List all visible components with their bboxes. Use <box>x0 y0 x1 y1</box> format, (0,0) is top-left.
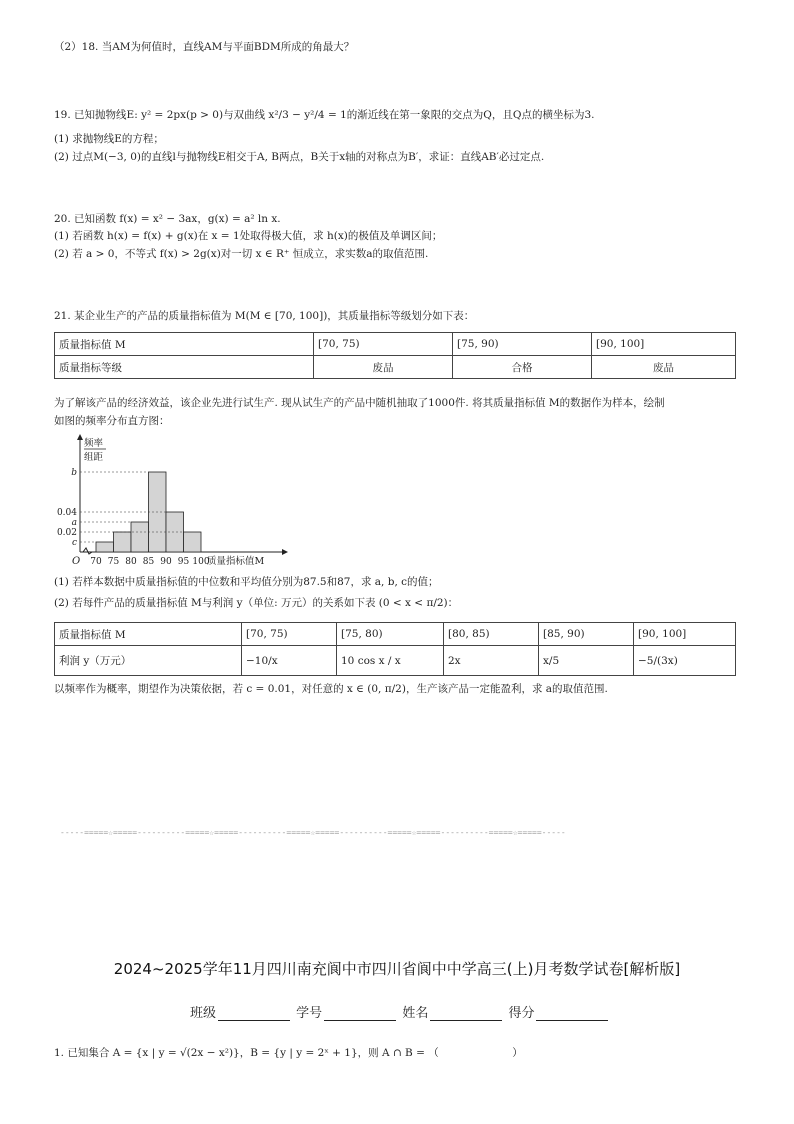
table-cell: [70, 75) <box>242 623 337 646</box>
x-tick-label: 80 <box>125 557 137 567</box>
q18-text: （2）18. 当AM为何值时，直线AM与平面BDM所成的角最大？ <box>54 41 355 53</box>
x-tick-label: 85 <box>142 557 155 567</box>
y-axis-label-top: 频率 <box>84 438 104 449</box>
table-cell: 2x <box>444 646 539 676</box>
profit-table <box>54 622 736 676</box>
histogram-bar <box>184 532 202 552</box>
table-cell: 利润 y（万元） <box>55 646 242 676</box>
x-axis-label: 质量指标值M <box>207 556 265 567</box>
histogram-bar <box>114 532 132 552</box>
table-cell: [90, 100] <box>634 623 736 646</box>
q21-stem: 21. 某企业生产的产品的质量指标值为 M(M ∈ [70, 100])，其质量指标等级划分如下表： <box>54 310 475 322</box>
y-axis-arrow <box>77 434 83 440</box>
table-cell: 10 cos x / x <box>337 646 444 676</box>
table-cell: [85, 90) <box>539 623 634 646</box>
table-cell: 合格 <box>453 356 592 379</box>
q21-part2 <box>54 596 458 610</box>
table-cell: −10/x <box>242 646 337 676</box>
y-tick-label: c <box>71 538 77 548</box>
q21-para2: 如图的频率分布直方图： <box>54 415 170 427</box>
q1-text: 1. 已知集合 A = {x | y = √(2x − x²)}，B = {y | y = 2ˣ + 1}，则 A ∩ B = （ ） <box>54 1047 523 1059</box>
x-tick-label: 95 <box>177 557 190 567</box>
histogram-bar <box>96 542 114 552</box>
table-cell: x/5 <box>539 646 634 676</box>
table-cell: 废品 <box>314 356 453 379</box>
axis-break <box>83 548 92 554</box>
histogram-bar <box>131 522 149 552</box>
class-label: 班级 <box>190 1006 217 1021</box>
table-cell: [90, 100] <box>592 333 736 356</box>
name-label: 姓名 <box>402 1006 429 1021</box>
y-tick-label: 0.04 <box>56 508 77 518</box>
table-cell: 质量指标等级 <box>55 356 314 379</box>
x-tick-label: 75 <box>107 557 120 567</box>
q19-part2: (2) 过点M(−3, 0)的直线l与抛物线E相交于A, B两点，B关于x轴的对称点为B′，求证：直线AB′必过定点. <box>54 151 545 163</box>
frequency-histogram <box>50 432 300 572</box>
name-blank[interactable] <box>430 1008 502 1021</box>
table-cell: 质量指标值 M <box>55 623 242 646</box>
table-cell: [75, 80) <box>337 623 444 646</box>
grade-table <box>54 332 736 379</box>
q21-last: 以频率作为概率，期望作为决策依据，若 c = 0.01，对任意的 x ∈ (0, π/2)，生产该产品一定能盈利，求 a的取值范围. <box>54 683 608 695</box>
x-axis-arrow <box>282 549 288 555</box>
q19-stem: 19. 已知抛物线E: y² = 2px(p > 0)与双曲线 x²/3 − y²/4 = 1的渐近线在第一象限的交点为Q，且Q点的横坐标为3. <box>54 109 595 121</box>
y-axis-label-bottom: 组距 <box>84 452 104 463</box>
table-cell: [80, 85) <box>444 623 539 646</box>
table-row <box>55 356 736 379</box>
class-blank[interactable] <box>218 1008 290 1021</box>
table-cell: 质量指标值 M <box>55 333 314 356</box>
q20-stem: 20. 已知函数 f(x) = x² − 3ax，g(x) = a² ln x. <box>54 213 281 225</box>
q20-part2: (2) 若 a > 0，不等式 f(x) > 2g(x)对一切 x ∈ R⁺ 恒成立，求实数a的取值范围. <box>54 248 429 260</box>
table-cell: −5/(3x) <box>634 646 736 676</box>
y-tick-label: 0.02 <box>56 528 77 538</box>
table-cell: [75, 90) <box>453 333 592 356</box>
table-cell: 废品 <box>592 356 736 379</box>
q21-para1: 为了解该产品的经济效益，该企业先进行试生产. 现从试生产的产品中随机抽取了1000件. 将其质量指标值 M的数据作为样本，绘制 <box>54 397 665 409</box>
page-title: 2024~2025学年11月四川南充阆中市四川省阆中中学高三(上)月考数学试卷[解析版] <box>113 960 681 978</box>
q21-part2-text: (2) 若每件产品的质量指标值 M与利润 y（单位: 万元）的关系如下表 <box>54 597 376 609</box>
origin-label: O <box>72 556 81 567</box>
section-divider: -----=====☆=====----------=====☆=====----------=====☆=====----------=====☆=====----------=====☆=====----- <box>60 828 566 837</box>
q20-part1: (1) 若函数 h(x) = f(x) + g(x)在 x = 1处取得极大值，求 h(x)的极值及单调区间； <box>54 230 443 242</box>
table-row <box>55 333 736 356</box>
x-tick-label: 100 <box>192 557 210 567</box>
table-cell: [70, 75) <box>314 333 453 356</box>
table-row <box>55 646 736 676</box>
score-blank[interactable] <box>536 1008 608 1021</box>
q19-part1: (1) 求抛物线E的方程； <box>54 133 164 145</box>
x-tick-label: 90 <box>160 557 172 567</box>
score-label: 得分 <box>508 1006 535 1021</box>
x-tick-label: 70 <box>90 557 102 567</box>
student-info-fields <box>190 1002 610 1021</box>
y-tick-label: b <box>71 468 77 478</box>
q21-part1: (1) 若样本数据中质量指标值的中位数和平均值分别为87.5和87，求 a, b, c的值； <box>54 576 439 588</box>
q21-part2-condition: (0 < x < π/2)： <box>378 597 459 609</box>
table-row <box>55 623 736 646</box>
y-tick-label: a <box>71 518 77 528</box>
id-label: 学号 <box>296 1006 323 1021</box>
id-blank[interactable] <box>324 1008 396 1021</box>
